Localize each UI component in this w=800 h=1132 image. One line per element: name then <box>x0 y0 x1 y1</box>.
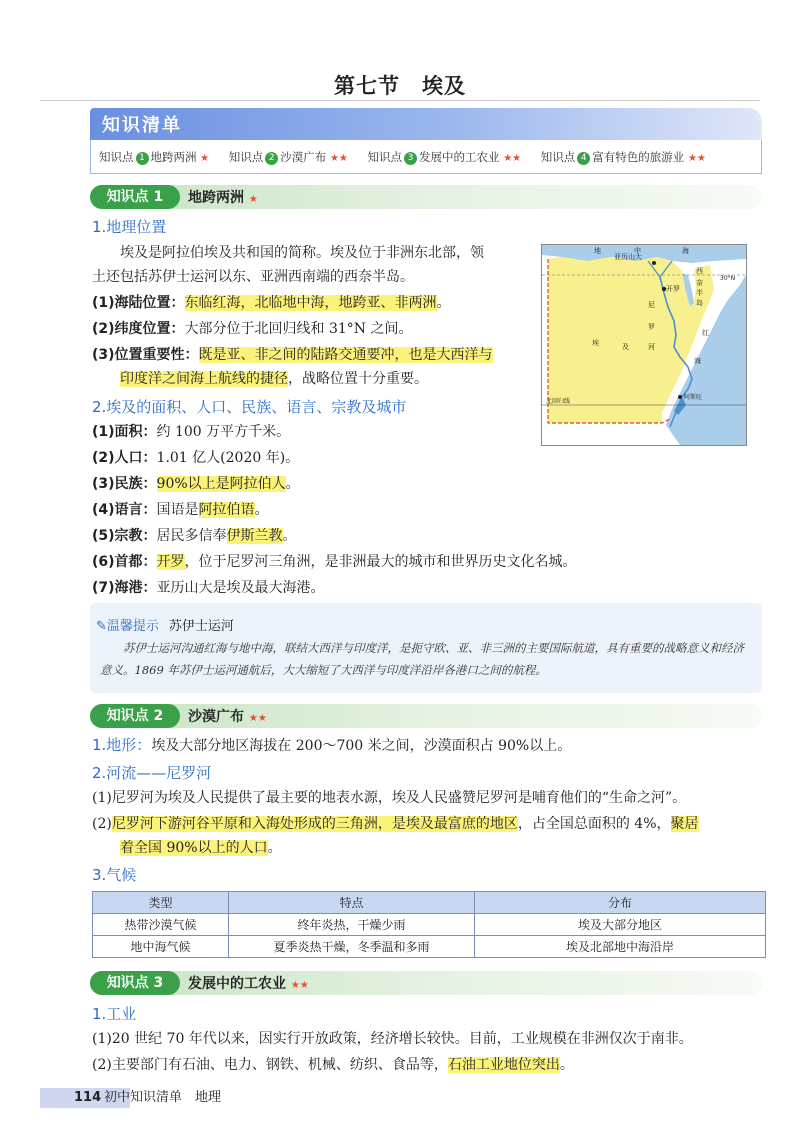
kp3-title <box>188 973 309 993</box>
kp2-title <box>188 706 267 726</box>
kp2-river-2-cont <box>120 837 282 859</box>
star-icon: ★★ <box>687 153 706 164</box>
kp1-point1 <box>92 292 451 314</box>
point-text: 亚历山大是埃及最大海港。 <box>156 580 325 596</box>
kp1-sub2: 2.埃及的面积、人口、民族、语言、宗教及城市 <box>92 398 407 416</box>
point-label: (1)面积： <box>92 424 157 440</box>
knowledge-list-item-3[interactable] <box>368 150 522 164</box>
kp1-population <box>92 447 299 469</box>
tip-box <box>90 603 762 693</box>
kp1-bar <box>90 185 762 209</box>
kp1-seaport <box>92 577 325 599</box>
tip-label-text: 温馨提示 <box>106 619 159 634</box>
highlight: 阿拉伯语 <box>198 502 255 518</box>
page-title: 第七节 埃及 <box>334 74 466 98</box>
item-name: 沙漠广布 <box>280 150 327 164</box>
kp1-ethnicity <box>92 473 300 495</box>
item-number-badge: 4 <box>577 152 590 165</box>
kp1-language <box>92 499 269 521</box>
highlight: 聚居 <box>670 816 699 832</box>
item-prefix: 知识点 <box>367 150 403 164</box>
kp3-sub1: 1.工业 <box>92 1005 137 1023</box>
point-end: 。 <box>282 528 297 544</box>
kp1-point3 <box>92 344 493 366</box>
point-label: (1)海陆位置： <box>92 295 185 311</box>
highlight: 伊斯兰教 <box>226 528 283 544</box>
kp3-tag: 知识点 3 <box>90 971 180 995</box>
item-number-badge: 1 <box>136 152 149 165</box>
knowledge-list-header <box>90 108 762 140</box>
kp1-sub1: 1.地理位置 <box>92 218 167 236</box>
kp1-intro-line2: 土还包括苏伊士运河以东、亚洲西南端的西奈半岛。 <box>92 269 414 285</box>
tip-text: 苏伊士运河沟通红海与地中海，联结大西洋与印度洋，是扼守欧、亚、非三洲的主要国际航道，具有重要的战略意义和经济意义。1869 年苏伊士运河通航后，大大缩短了大西洋与印度洋沿岸各港口之间的航程。 <box>100 641 744 677</box>
kp2-river-2 <box>92 813 699 835</box>
table-cell: 埃及大部分地区 <box>475 914 766 936</box>
point-text: 大部分位于北回归线和 31°N 之间。 <box>184 321 413 337</box>
item-name: 发展中的工农业 <box>419 150 500 164</box>
highlight: 着全国 90%以上的人口 <box>120 840 268 856</box>
highlight: 既是亚、非之间的陆路交通要冲，也是大西洋与 <box>198 347 493 363</box>
tip-topic: 苏伊士运河 <box>168 619 234 634</box>
point-label: (3)位置重要性： <box>92 347 199 363</box>
point-label: (2)纬度位置： <box>92 321 185 337</box>
table-row <box>93 936 766 958</box>
kp2-terrain-text: 埃及大部分地区海拔在 200～700 米之间，沙漠面积占 90%以上。 <box>151 738 572 754</box>
kp3-bar <box>90 971 762 995</box>
knowledge-list-item-4[interactable] <box>541 150 706 164</box>
label-sea-north-2: 中 <box>634 247 641 255</box>
table-cell: 终年炎热，干燥少雨 <box>229 914 475 936</box>
table-header-cell: 类型 <box>93 892 229 914</box>
kp1-title <box>188 187 258 207</box>
label-red-sea-1: 红 <box>702 329 709 337</box>
egypt-map <box>541 244 747 446</box>
point-end: 。 <box>436 295 451 311</box>
point-text: 约 100 万平方千米。 <box>156 424 291 440</box>
climate-table <box>92 891 766 958</box>
kp1-intro-line1: 埃及是阿拉伯埃及共和国的简称。埃及位于非洲东北部，领 <box>120 245 484 261</box>
item-name: 地跨两洲 <box>150 150 197 164</box>
label-sinai-4: 岛 <box>696 299 703 307</box>
kp2-sub1: 1.地形： <box>92 736 152 754</box>
kp1-title-text: 地跨两洲 <box>188 190 244 206</box>
item-number-badge: 2 <box>265 152 278 165</box>
point-text: 国语是 <box>156 502 199 518</box>
highlight: 尼罗河下游河谷平原和入海处形成的三角洲，是埃及最富庶的地区 <box>111 816 518 832</box>
label-sinai-2: 奈 <box>696 279 703 287</box>
label-cairo: 开罗 <box>666 285 680 293</box>
kp2-sub3: 3.气候 <box>92 866 137 884</box>
point-end: 。 <box>267 840 282 856</box>
label-desert-2: 及 <box>622 343 629 351</box>
point-label: (3)民族： <box>92 476 157 492</box>
aswan-dot <box>678 395 682 399</box>
label-sinai-1: 西 <box>696 267 703 275</box>
highlight: 东临红海，北临地中海，地跨亚、非两洲 <box>184 295 437 311</box>
item-prefix: 知识点 <box>228 150 264 164</box>
point-text: ，占全国总面积的 4%， <box>517 816 671 832</box>
kp2-river-1: (1)尼罗河为埃及人民提供了最主要的地表水源，埃及人民盛赞尼罗河是哺育他们的“生命之河”。 <box>92 790 687 806</box>
kp2-sub2: 2.河流——尼罗河 <box>92 764 212 782</box>
point-text: ，位于尼罗河三角洲，是非洲最大的城市和世界历史文化名城。 <box>184 554 577 570</box>
alexandria-dot <box>652 261 656 265</box>
kp1-area <box>92 421 290 443</box>
kp3-industry-1: (1)20 世纪 70 年代以来，因实行开放政策，经济增长较快。目前，工业规模在非洲仅次于南非。 <box>92 1031 693 1047</box>
point-label: (2) <box>92 816 112 832</box>
point-label: (6)首都： <box>92 554 157 570</box>
kp2-bar <box>90 704 762 728</box>
highlight: 印度洋之间海上航线的捷径 <box>120 371 288 387</box>
kp2-tag: 知识点 2 <box>90 704 180 728</box>
label-tropic: 北回归线 <box>546 398 571 405</box>
star-icon: ★★ <box>290 980 309 991</box>
label-sinai-3: 半 <box>696 289 703 297</box>
label-nile-2: 罗 <box>648 323 655 331</box>
kp1-point3-cont <box>120 368 428 390</box>
egypt-map-svg <box>542 245 746 445</box>
point-label: (4)语言： <box>92 502 157 518</box>
title-rule <box>40 100 760 101</box>
table-header-row <box>93 892 766 914</box>
point-text: 居民多信奉 <box>156 528 227 544</box>
table-cell: 埃及北部地中海沿岸 <box>475 936 766 958</box>
kp3-industry-2 <box>92 1054 574 1076</box>
highlight: 石油工业地位突出 <box>447 1057 560 1073</box>
table-cell: 热带沙漠气候 <box>93 914 229 936</box>
tip-icon-label: ✎温馨提示 <box>96 619 159 634</box>
point-end: 。 <box>285 476 300 492</box>
point-label: (7)海港： <box>92 580 157 596</box>
item-prefix: 知识点 <box>99 150 134 164</box>
table-row <box>93 914 766 936</box>
table-cell: 地中海气候 <box>93 936 229 958</box>
knowledge-list-item-2[interactable] <box>229 150 348 164</box>
page-number: 114 <box>74 1090 102 1105</box>
knowledge-list-item-1[interactable] <box>99 150 209 164</box>
kp1-point2 <box>92 318 413 340</box>
label-desert-1: 埃 <box>592 339 599 347</box>
label-nile-3: 河 <box>648 343 655 351</box>
item-prefix: 知识点 <box>540 150 576 164</box>
knowledge-list-items <box>99 149 722 165</box>
item-name: 富有特色的旅游业 <box>592 150 685 164</box>
item-number-badge: 3 <box>404 152 417 165</box>
kp1-tag: 知识点 1 <box>90 185 180 209</box>
star-icon: ★★ <box>248 713 267 724</box>
label-sea-north-3: 海 <box>682 247 689 255</box>
highlight: 开罗 <box>156 554 185 570</box>
label-lat-30n: 30°N <box>720 275 736 282</box>
point-text: 1.01 亿人(2020 年)。 <box>156 450 300 466</box>
star-icon: ★★ <box>503 153 522 164</box>
highlight: 90%以上是阿拉伯人 <box>156 476 286 492</box>
kp2-title-text: 沙漠广布 <box>188 709 244 725</box>
point-end: 。 <box>254 502 269 518</box>
tip-header <box>96 615 234 634</box>
label-alexandria: 亚历山大 <box>614 253 642 261</box>
kp3-title-text: 发展中的工农业 <box>188 976 286 992</box>
table-header-cell: 分布 <box>475 892 766 914</box>
point-end: ，战略位置十分重要。 <box>288 371 428 387</box>
point-label: (2)人口： <box>92 450 157 466</box>
point-text: (2)主要部门有石油、电力、钢铁、机械、纺织、食品等， <box>92 1057 448 1073</box>
kp1-religion <box>92 525 297 547</box>
star-icon: ★★ <box>329 153 348 164</box>
table-cell: 夏季炎热干燥，冬季温和多雨 <box>229 936 475 958</box>
knowledge-list-title: 知识清单 <box>102 115 182 136</box>
label-sea-north-1: 地 <box>594 247 601 255</box>
label-red-sea-2: 海 <box>694 357 701 365</box>
knowledge-list-box <box>90 140 762 174</box>
table-header-cell: 特点 <box>229 892 475 914</box>
kp1-capital <box>92 551 577 573</box>
star-icon: ★ <box>200 153 210 164</box>
star-icon: ★ <box>248 194 258 205</box>
footer-book-title: 初中知识清单 地理 <box>104 1090 222 1105</box>
kp2-terrain <box>92 734 571 757</box>
point-label: (5)宗教： <box>92 528 157 544</box>
point-end: 。 <box>559 1057 574 1073</box>
label-aswan: 阿斯旺 <box>684 394 703 401</box>
label-nile-1: 尼 <box>648 301 655 309</box>
